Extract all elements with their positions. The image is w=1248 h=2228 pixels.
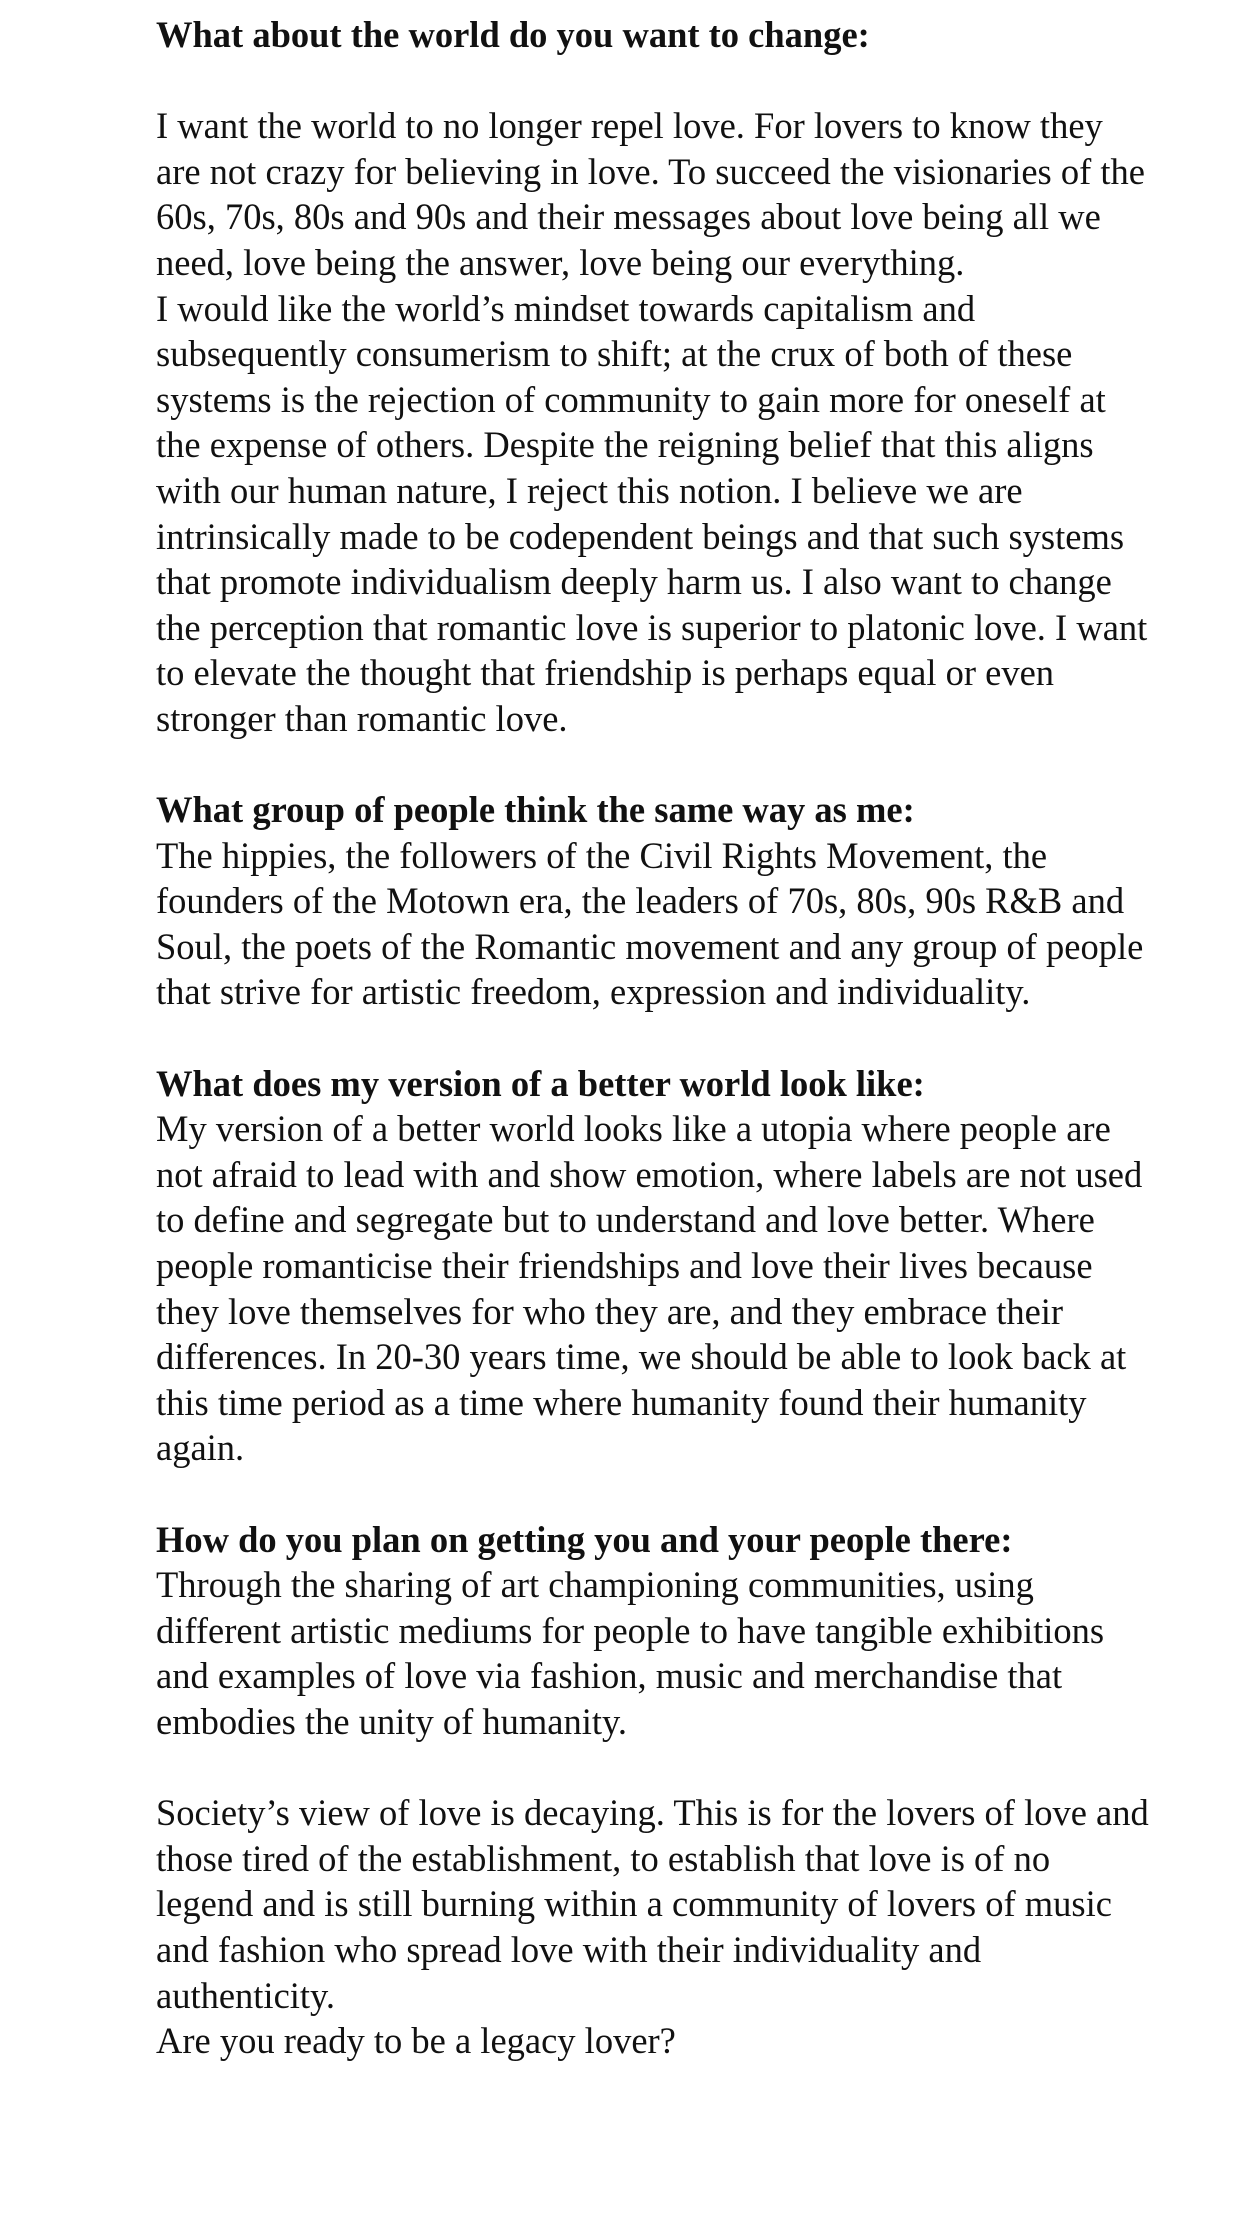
paragraph-change-2: I would like the world’s mindset towards capitalism and subsequently consumerism to shift; at the crux of both of these systems is the rejection of community to gain more for oneself at the expense of others. Despite the reigning belief that this aligns with our human nature, I reject this notion. I believe we are intrinsically made to be codependent beings and that such systems that promote individualism deeply harm us. I also want to change the perception that romantic love is superior to platonic love. I want to elevate the thought that friendship is perhaps equal or even stronger than romantic love. bbox=[156, 287, 1148, 739]
section-heading-plan: How do you plan on getting you and your people there: bbox=[156, 1518, 1013, 1560]
spacer bbox=[156, 1745, 1156, 1791]
section-heading-better-world: What does my version of a better world look like: bbox=[156, 1062, 925, 1104]
closing-question: Are you ready to be a legacy lover? bbox=[156, 2020, 676, 2062]
paragraph-change-1: I want the world to no longer repel love. For lovers to know they are not crazy for believing in love. To succeed the visionaries of the 60s, 70s, 80s and 90s and their messages about love being all we need, love being the answer, love being our everything. bbox=[156, 105, 1146, 283]
spacer bbox=[156, 58, 1156, 104]
paragraph-plan: Through the sharing of art championing communities, using different artistic mediums for people to have tangible exhibitions and examples of love via fashion, music and merchandise that embodies the unity of humanity. bbox=[156, 1564, 1105, 1742]
section-heading-change: What about the world do you want to change: bbox=[156, 14, 870, 55]
closing-paragraph: Society’s view of love is decaying. This is for the lovers of love and those tired of the establishment, to establish that love is of no legend and is still burning within a community of lovers of music and fashion who spread love with their individuality and authenticity. bbox=[156, 1792, 1149, 2016]
section-heading-group: What group of people think the same way as me: bbox=[156, 789, 915, 831]
paragraph-group: The hippies, the followers of the Civil Rights Movement, the founders of the Motown era, the leaders of 70s, 80s, 90s R&B and Soul, the poets of the Romantic movement and any group of people that strive for artistic freedom, expression and individuality. bbox=[156, 834, 1144, 1013]
document-body bbox=[156, 12, 1156, 2064]
spacer bbox=[156, 1015, 1156, 1061]
spacer bbox=[156, 1471, 1156, 1517]
spacer bbox=[156, 742, 1156, 788]
paragraph-better-world: My version of a better world looks like a utopia where people are not afraid to lead with and show emotion, where labels are not used to define and segregate but to understand and love better. Where people romanticise their friendships and love their lives because they love themselves for who they are, and they embrace their differences. In 20-30 years time, we should be able to look back at this time period as a time where humanity found their humanity again. bbox=[156, 1108, 1143, 1469]
